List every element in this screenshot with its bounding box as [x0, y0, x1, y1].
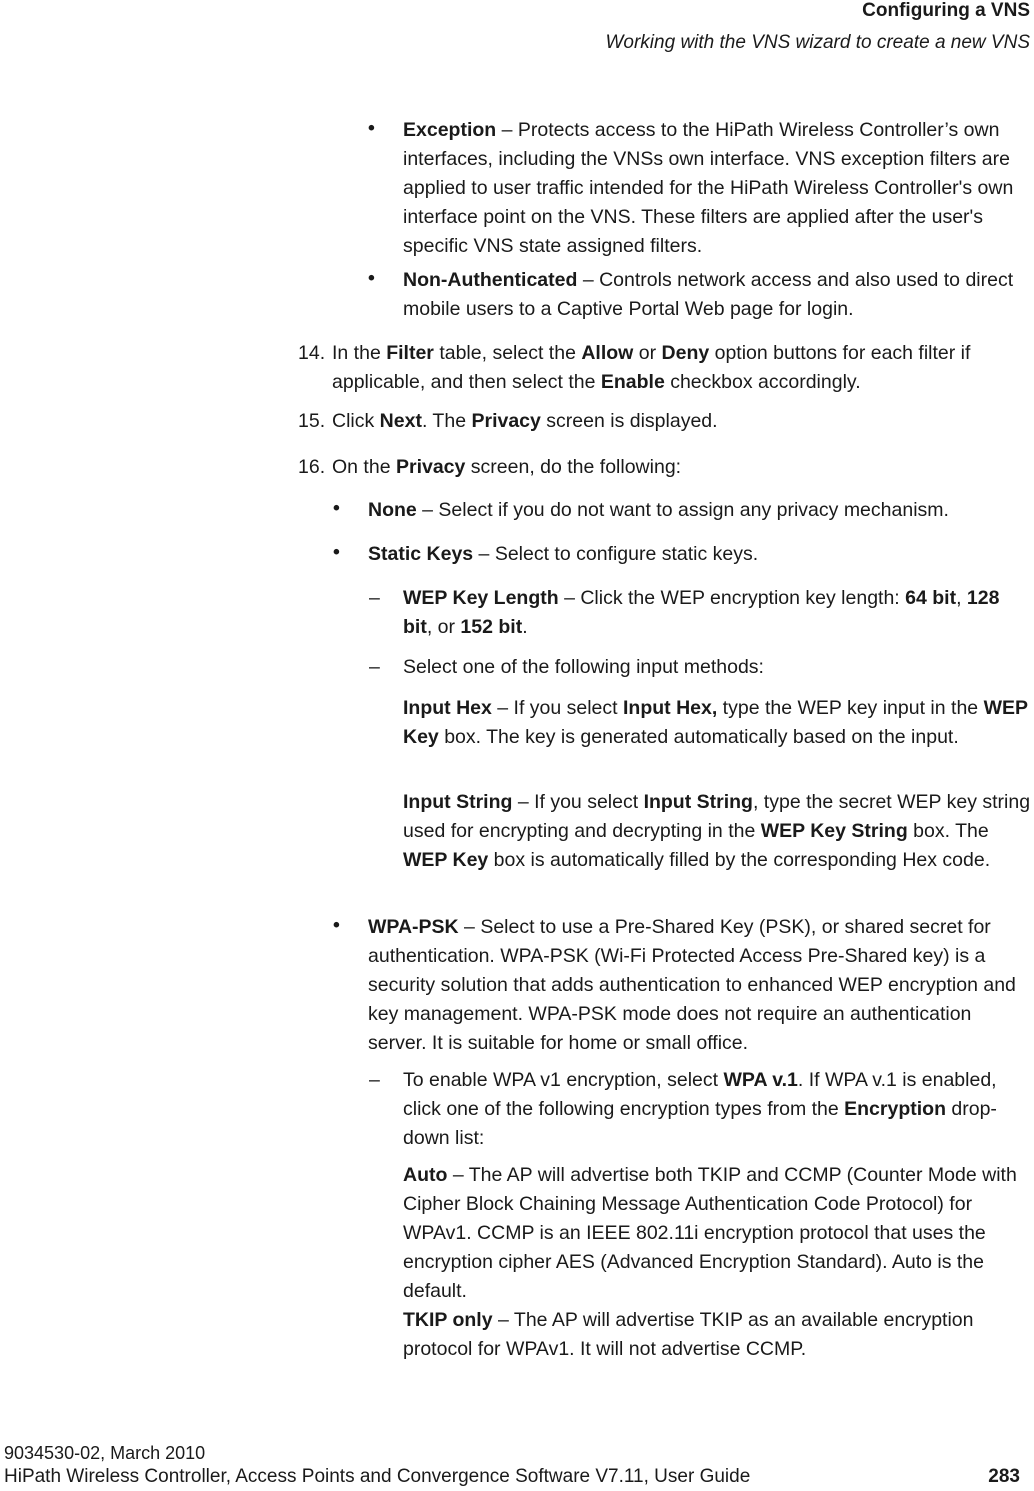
- wep-key-length: WEP Key Length – Click the WEP encryption key length: 64 bit, 128 bit, or 152 bit.: [403, 587, 1000, 638]
- input-hex: Input Hex – If you select Input Hex, type the WEP key input in the WEP Key box. The key is generated automatically based on the input.: [403, 697, 1028, 748]
- step-number: 16.: [298, 456, 326, 478]
- bullet-marker: •: [333, 497, 340, 519]
- input-methods-intro: Select one of the following input methods:: [403, 656, 764, 678]
- step-15: Click Next. The Privacy screen is displayed.: [332, 410, 718, 432]
- page-number: 283: [988, 1466, 1020, 1487]
- running-header-subtitle: Working with the VNS wizard to create a new VNS: [605, 32, 1030, 53]
- auto-encryption: Auto – The AP will advertise both TKIP and CCMP (Counter Mode with Cipher Block Chaining Message Authentication Code Protocol) for WPAv1. CCMP is an IEEE 802.11i encryption protocol that uses the encryption cipher AES (Advanced Encryption Standard). Auto is the default.: [403, 1164, 1017, 1302]
- wpa-v1: To enable WPA v1 encryption, select WPA v.1. If WPA v.1 is enabled, click one of the following encryption types from the Encryption drop-down list:: [403, 1069, 997, 1149]
- static-keys-option: Static Keys – Select to configure static keys.: [368, 543, 759, 565]
- bullet-marker: •: [368, 267, 375, 289]
- none-option: None – Select if you do not want to assign any privacy mechanism.: [368, 499, 949, 521]
- step-number: 15.: [298, 410, 326, 432]
- exception-bullet: Exception – Protects access to the HiPath Wireless Controller’s own interfaces, including the VNSs own interface. VNS exception filters are applied to user traffic intended for the HiPath Wireless Controller's own interface point on the VNS. These filters are applied after the user's specific VNS state assigned filters.: [403, 119, 1014, 257]
- non-authenticated-bullet: Non-Authenticated – Controls network access and also used to direct mobile users to a Captive Portal Web page for login.: [403, 269, 1014, 320]
- running-header-title: Configuring a VNS: [862, 0, 1030, 21]
- tkip-only: TKIP only – The AP will advertise TKIP as an available encryption protocol for WPAv1. It will not advertise CCMP.: [403, 1309, 974, 1360]
- bullet-marker: •: [333, 541, 340, 563]
- dash-marker: –: [369, 1069, 380, 1091]
- dash-marker: –: [369, 587, 380, 609]
- dash-marker: –: [369, 656, 380, 678]
- step-14: In the Filter table, select the Allow or Deny option buttons for each filter if applicable, and then select the Enable checkbox accordingly.: [332, 342, 971, 393]
- bullet-marker: •: [368, 117, 375, 139]
- footer-doc-title: HiPath Wireless Controller, Access Points and Convergence Software V7.11, User Guide: [4, 1466, 751, 1487]
- wpa-psk-option: WPA-PSK – Select to use a Pre-Shared Key (PSK), or shared secret for authentication. WPA-PSK (Wi-Fi Protected Access Pre-Shared key) is a security solution that adds authentication to enhanced WEP encryption and key management. WPA-PSK mode does not require an authentication server. It is suitable for home or small office.: [368, 916, 1016, 1054]
- footer-doc-id: 9034530-02, March 2010: [4, 1443, 206, 1463]
- step-number: 14.: [298, 342, 326, 364]
- step-16: On the Privacy screen, do the following:: [332, 456, 682, 478]
- input-string: Input String – If you select Input String, type the secret WEP key string used for encrypting and decrypting in the WEP Key String box. The WEP Key box is automatically filled by the corresponding Hex code.: [403, 791, 1031, 871]
- bullet-marker: •: [333, 914, 340, 936]
